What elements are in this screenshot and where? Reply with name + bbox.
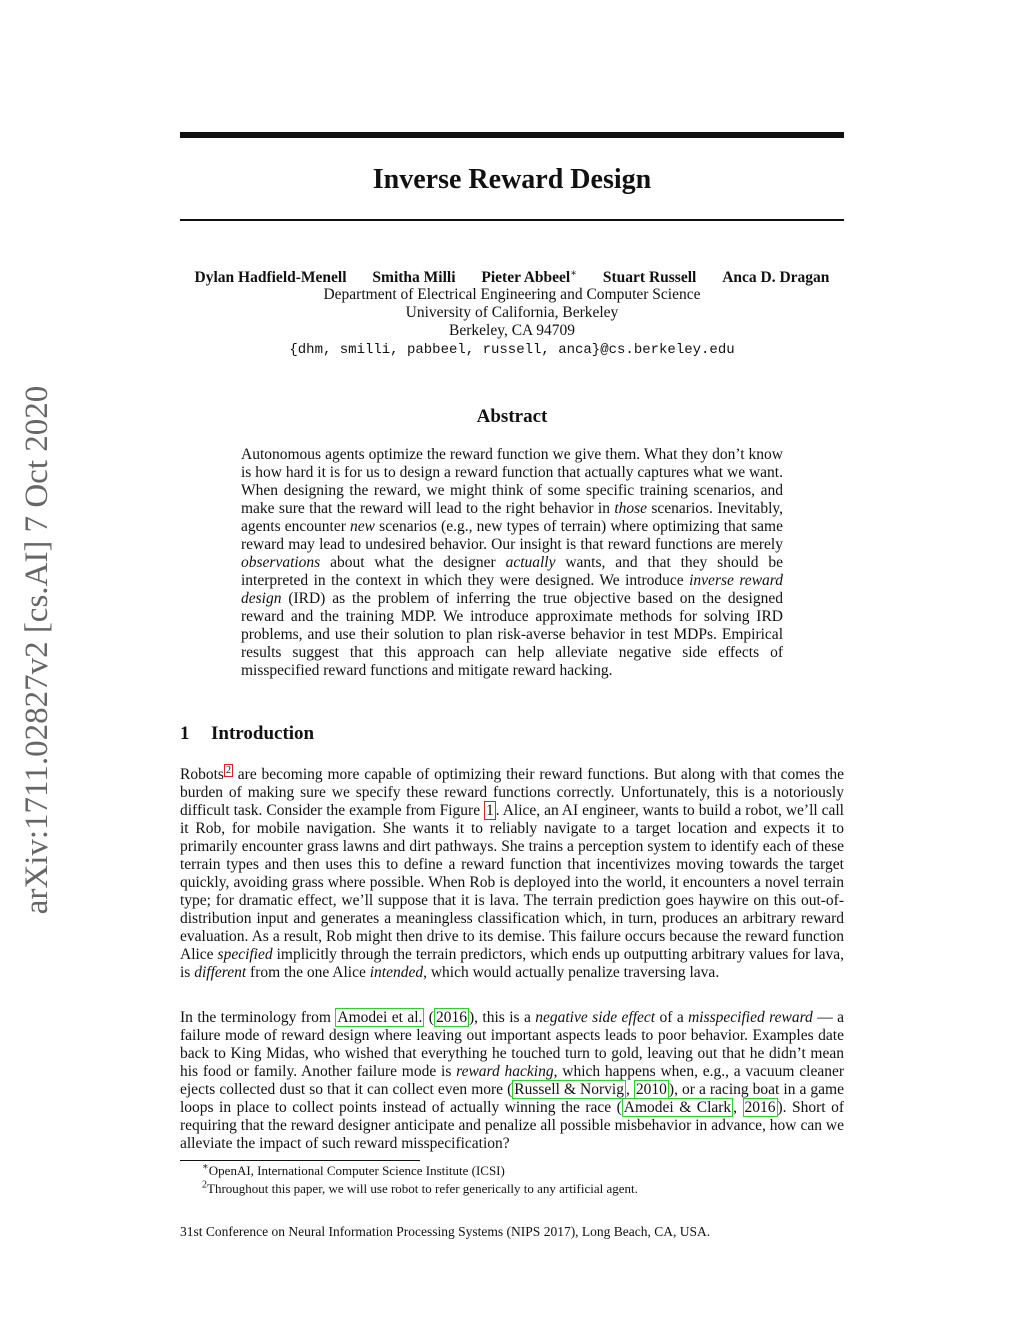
para-emphasis: intended [369,964,424,981]
abstract-text: scenarios. Inevitably, agents encounter [241,500,783,535]
abstract-emphasis: actually [505,554,556,571]
section-heading-introduction [180,723,844,745]
author-name: Dylan Hadfield-Menell [194,269,347,286]
footnote-rule [180,1160,420,1161]
author-emails: {dhm, smilli, pabbeel, russell, anca}@cs.berkeley.edu [289,342,735,358]
section-title: Introduction [211,723,315,744]
footnote-2 [202,1181,842,1197]
section-number: 1 [180,723,190,744]
author-name: Anca D. Dragan [722,269,830,286]
citation-link[interactable]: 2010 [635,1081,667,1098]
para-text: ( [424,1009,434,1026]
author-name [481,269,577,286]
abstract-text: scenarios (e.g., new types of terrain) where optimizing that same reward may lead to undesired behavior. Our insight is that reward functions are merely [241,518,783,553]
footnote-mark: 2 [202,1179,207,1191]
figure-link[interactable]: 1 [486,802,494,819]
author-name: Stuart Russell [602,269,697,286]
para-emphasis: reward hacking [456,1063,554,1080]
para-emphasis: different [194,964,247,981]
para-text: from the one Alice [246,964,370,981]
footnote-link[interactable]: 2 [225,764,231,776]
para-text: , which happens when, e.g., a vacuum cleaner ejects collected dust so that it can collect even more ( [180,1063,844,1098]
author-footnote-mark: ∗ [570,267,578,279]
affiliation-city: Berkeley, CA 94709 [449,322,575,339]
abstract-body [241,446,783,680]
conference-note: 31st Conference on Neural Information Processing Systems (NIPS 2017), Long Beach, CA, USA. [180,1224,711,1239]
footnote-text: OpenAI, International Computer Science Institute (ICSI) [208,1163,505,1178]
para-text: , which would actually penalize traversing lava. [423,964,720,981]
para-text: of a [655,1009,689,1026]
para-text: ), or a racing boat in a game loops in place to collect points instead of actually winning the race ( [180,1081,844,1116]
para-text: implicitly through the terrain predictors, which ends up outputting arbitrary values for lava, is [180,946,844,981]
citation-link[interactable]: 2016 [744,1099,776,1116]
title-rule-top [180,132,844,138]
para-text: . Alice, an AI engineer, wants to build a robot, we’ll call it Rob, for mobile navigation. She wants it to reliably navigate to a target location and expects it to primarily encounter grass lawns and dirt pathways. She trains a perception system to identify each of these terrain types and then uses this to define a reward function that incentivizes moving towards the target quickly, avoiding grass where possible. When Rob is deployed into the world, it encounters a novel terrain type; for dramatic effect, we’ll suppose that it is lava. The terrain prediction goes haywire on this out-of-distribution input and generates a meaningless classification which, in turn, produces an arbitrary reward evaluation. As a result, Rob might then drive to its demise. This failure occurs because the reward function Alice [180,802,844,963]
footnote-text: Throughout this paper, we will use robot to refer generically to any artificial agent. [207,1181,638,1196]
author-name: Smitha Milli [372,269,456,286]
footnote-1 [202,1163,842,1179]
author-list [150,268,874,288]
author-name-text: Pieter Abbeel [481,269,571,286]
para-text: are becoming more capable of optimizing their reward functions. But along with that comes the burden of making sure we specify these reward functions correctly. Unfortunately, this is a notoriously difficult task. Consider the example from Figure [180,766,844,819]
para-text: ), this is a [468,1009,536,1026]
para-text: — a failure mode of reward design where leaving out important aspects leads to poor behavior. Examples date back to King Midas, who wished that everything he touched turn to gold, leaving out that he didn’t mean his food or family. Another failure mode is [180,1009,844,1080]
abstract-emphasis: those [614,500,648,517]
intro-paragraph-2 [180,1009,844,1153]
para-text: , [625,1081,634,1098]
para-emphasis: misspecified reward [688,1009,813,1026]
para-text: , [733,1099,743,1116]
arxiv-stamp-text: arXiv:1711.02827v2 [cs.AI] 7 Oct 2020 [19,385,55,915]
paper-title: Inverse Reward Design [372,164,652,195]
abstract-emphasis: inverse reward design [241,572,783,607]
citation-link[interactable]: Amodei et al. [337,1009,423,1026]
affiliation-department: Department of Electrical Engineering and Computer Science [323,286,701,303]
abstract-text: (IRD) as the problem of inferring the true objective based on the designed reward and the training MDP. We introduce approximate methods for solving IRD problems, and use their solution to plan risk-averse behavior in test MDPs. Empirical results suggest that this approach can help alleviate negative side effects of misspecified reward functions and mitigate reward hacking. [241,590,783,679]
para-text: ). Short of requiring that the reward designer anticipate and penalize all possible misbehavior in advance, how can we alleviate the impact of such reward misspecification? [180,1099,844,1152]
para-text: Robots [180,766,224,783]
abstract-heading: Abstract [476,406,548,427]
abstract-text: Autonomous agents optimize the reward function we give them. What they don’t know is how hard it is for us to design a reward function that actually captures what we want. When designing the reward, we might think of some specific training scenarios, and make sure that the reward will lead to the right behavior in [241,446,783,517]
abstract-emphasis: observations [241,554,321,571]
para-emphasis: specified [217,946,273,963]
abstract-emphasis: new [350,518,376,535]
citation-link[interactable]: Amodei & Clark [623,1099,732,1116]
abstract-text: about what the designer [320,554,506,571]
affiliation-university: University of California, Berkeley [405,304,619,321]
title-rule-bottom [180,219,844,221]
para-text: In the terminology from [180,1009,336,1026]
para-emphasis: negative side effect [535,1009,656,1026]
footnote-mark: ∗ [202,1161,209,1173]
abstract-text: wants, and that they should be interpreted in the context in which they were designed. We introduce [241,554,783,589]
intro-paragraph-1 [180,766,844,982]
citation-link[interactable]: Russell & Norvig [514,1081,624,1098]
citation-link[interactable]: 2016 [435,1009,467,1026]
